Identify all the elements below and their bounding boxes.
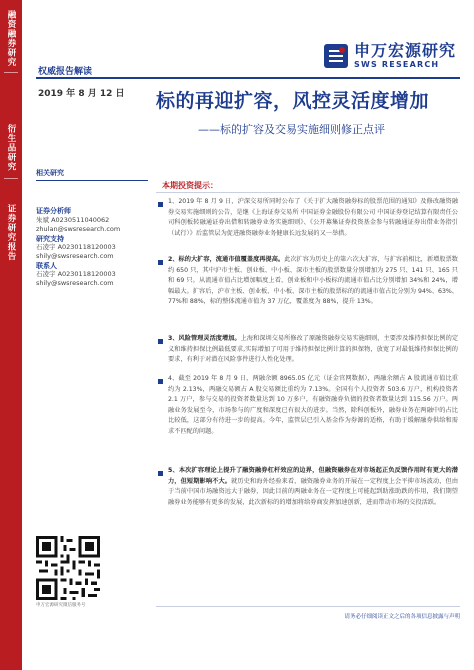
summary-item-lead: 5、本次扩容理论上提升了融资融券杠杆效应的边界，但融资融券在对市场起正负反馈作用时有更大的潜力，但短期影响不大。 <box>168 467 458 485</box>
bullet-icon <box>158 202 163 207</box>
side-label-report: 证券研究报告 <box>6 204 16 261</box>
page-title: 标的再迎扩容，风控灵活度增加 <box>156 90 430 112</box>
qr-caption: 申万宏源研究微信服务号 <box>36 603 86 608</box>
summary-item-2 <box>168 255 458 308</box>
side-label-margin: 融资融券研究 <box>6 10 16 67</box>
contact-label: 联系人 <box>36 262 57 270</box>
summary-item-text: 上海和深圳交易所修改了原融资融券交易实施细则，主要涉及维持担保比例的定义和维持担保比例最低要求,实际增加了可用于维持担保比例计算的担保物，放宽了对最低维持担保比例的要求，有利于对潜在风险事件进行人性化处理。 <box>168 335 459 364</box>
analyst-label: 证券分析师 <box>36 207 71 215</box>
sws-logo-icon <box>323 43 349 69</box>
disclaimer: 请务必仔细阅读正文之后的各项信息披露与声明 <box>344 614 460 620</box>
footer-rule <box>156 606 460 607</box>
bullet-icon <box>158 260 163 265</box>
qr-code-icon[interactable] <box>36 536 100 600</box>
logo-name-en: SWS RESEARCH <box>353 60 440 69</box>
bullet-icon <box>158 471 163 476</box>
bullet-icon <box>158 379 163 384</box>
contact-email[interactable]: shily@swsresearch.com <box>36 279 114 287</box>
analyst-name: 朱斌 A0230511040062 <box>36 216 110 224</box>
summary-item-lead: 2、标的大扩容，流通市值覆盖度再提高。 <box>168 256 285 263</box>
header-rule <box>36 77 460 79</box>
side-band <box>0 0 22 670</box>
side-rule <box>36 180 148 181</box>
side-divider <box>4 72 18 73</box>
page-subtitle: ——标的扩容及交易实施细则修正点评 <box>198 123 385 136</box>
support-email[interactable]: shily@swsresearch.com <box>36 252 114 260</box>
company-logo <box>323 42 456 70</box>
summary-heading: 本期投资提示： <box>162 181 218 190</box>
related-research-label: 相关研究 <box>36 169 64 177</box>
summary-item-text: 4、截至 2019 年 8 月 9 日，两融余额 8965.05 亿元（证金官网数据），两融余额占 A 股流通市值比重约为 2.13%，两融交易额占 A 股交易额比重约为 7.13%。全国有个人投资者 503.6 万户，机构投资者 2.1 万户，参与交易的投资者数量达到 10 万多户，有融资融券负债的投资者数量达到 115.56 万户。两融业务发展至今，市场参与的广度和深度已有很大的进步。当然，除科创板外，融券业务在两融中的占比比较低，这部分有待进一步的提高。今年，监管层已引入基金作为券源的适格，有助于缓解融券供给和需求不匹配的问题。 <box>168 375 458 435</box>
summary-item-text: 1、2019 年 8 月 9 日，沪深交易所同时公布了《关于扩大融资融券标的股票范围的通知》及修改融资融券交易实施细则的公告，是继《上海证券交易所 中国证券金融股份有限公司 中国证券登记结算有限责任公司科创板转融通证券出借和转融券业务实施细则》、《公开募集证券投资基金参与转融通证券出借业务指引（试行）》后监管层为促进融资融券业务健康长远发展的又一举措。 <box>168 198 458 237</box>
analyst-email[interactable]: zhulan@swsresearch.com <box>36 225 121 233</box>
summary-item-3 <box>168 334 458 366</box>
side-label-derivatives: 衍生品研究 <box>6 124 16 172</box>
report-date: 2019 年 8 月 12 日 <box>38 89 125 99</box>
summary-item-5 <box>168 466 458 508</box>
support-name: 石凌宇 A0230118120003 <box>36 243 116 251</box>
bullet-icon <box>158 339 163 344</box>
summary-item-4 <box>168 374 458 438</box>
contact-name: 石凌宇 A0230118120003 <box>36 270 116 278</box>
summary-item-lead: 3、风险管理灵活度增加。 <box>168 335 241 342</box>
summary-rule <box>156 192 460 193</box>
summary-item-text: 就历史和海外经验来看，融资融券业务的开展在一定程度上会平抑市场波动，但由于当前中国市场融资远大于融券，因此目前的两融业务在一定程度上可能起到助涨助跌的作用，我们期望融券业务能够有更多的发展，此次新标的的增加将给券商发挥加速创新，进而带动市场的交投活跃。 <box>168 477 459 506</box>
support-label: 研究支持 <box>36 235 64 243</box>
side-divider <box>4 178 18 179</box>
summary-item-text: 此次扩容为历史上的第六次大扩容，与扩容前相比，新增股票数约 650 只，其中沪市主板、创业板、中小板、深市主板的股票数量分别增加为 275 只、141 只、165 只和 69 只。从流通市值占比增加幅度上看，创业板和中小板标的流通市值占比分别增加 34%和 24%，增幅最大。扩容后，沪市主板、创业板、中小板、深市主板的股票标的的流通市值占比分别为 94%、63%、77%和 88%，标的整体流通市值为 37 万亿，覆盖度为 88%，提升 13%。 <box>168 256 458 306</box>
report-type: 权威报告解读 <box>38 67 93 77</box>
logo-name-cn: 申万宏源研究 <box>353 41 456 60</box>
summary-item-1 <box>168 197 458 239</box>
